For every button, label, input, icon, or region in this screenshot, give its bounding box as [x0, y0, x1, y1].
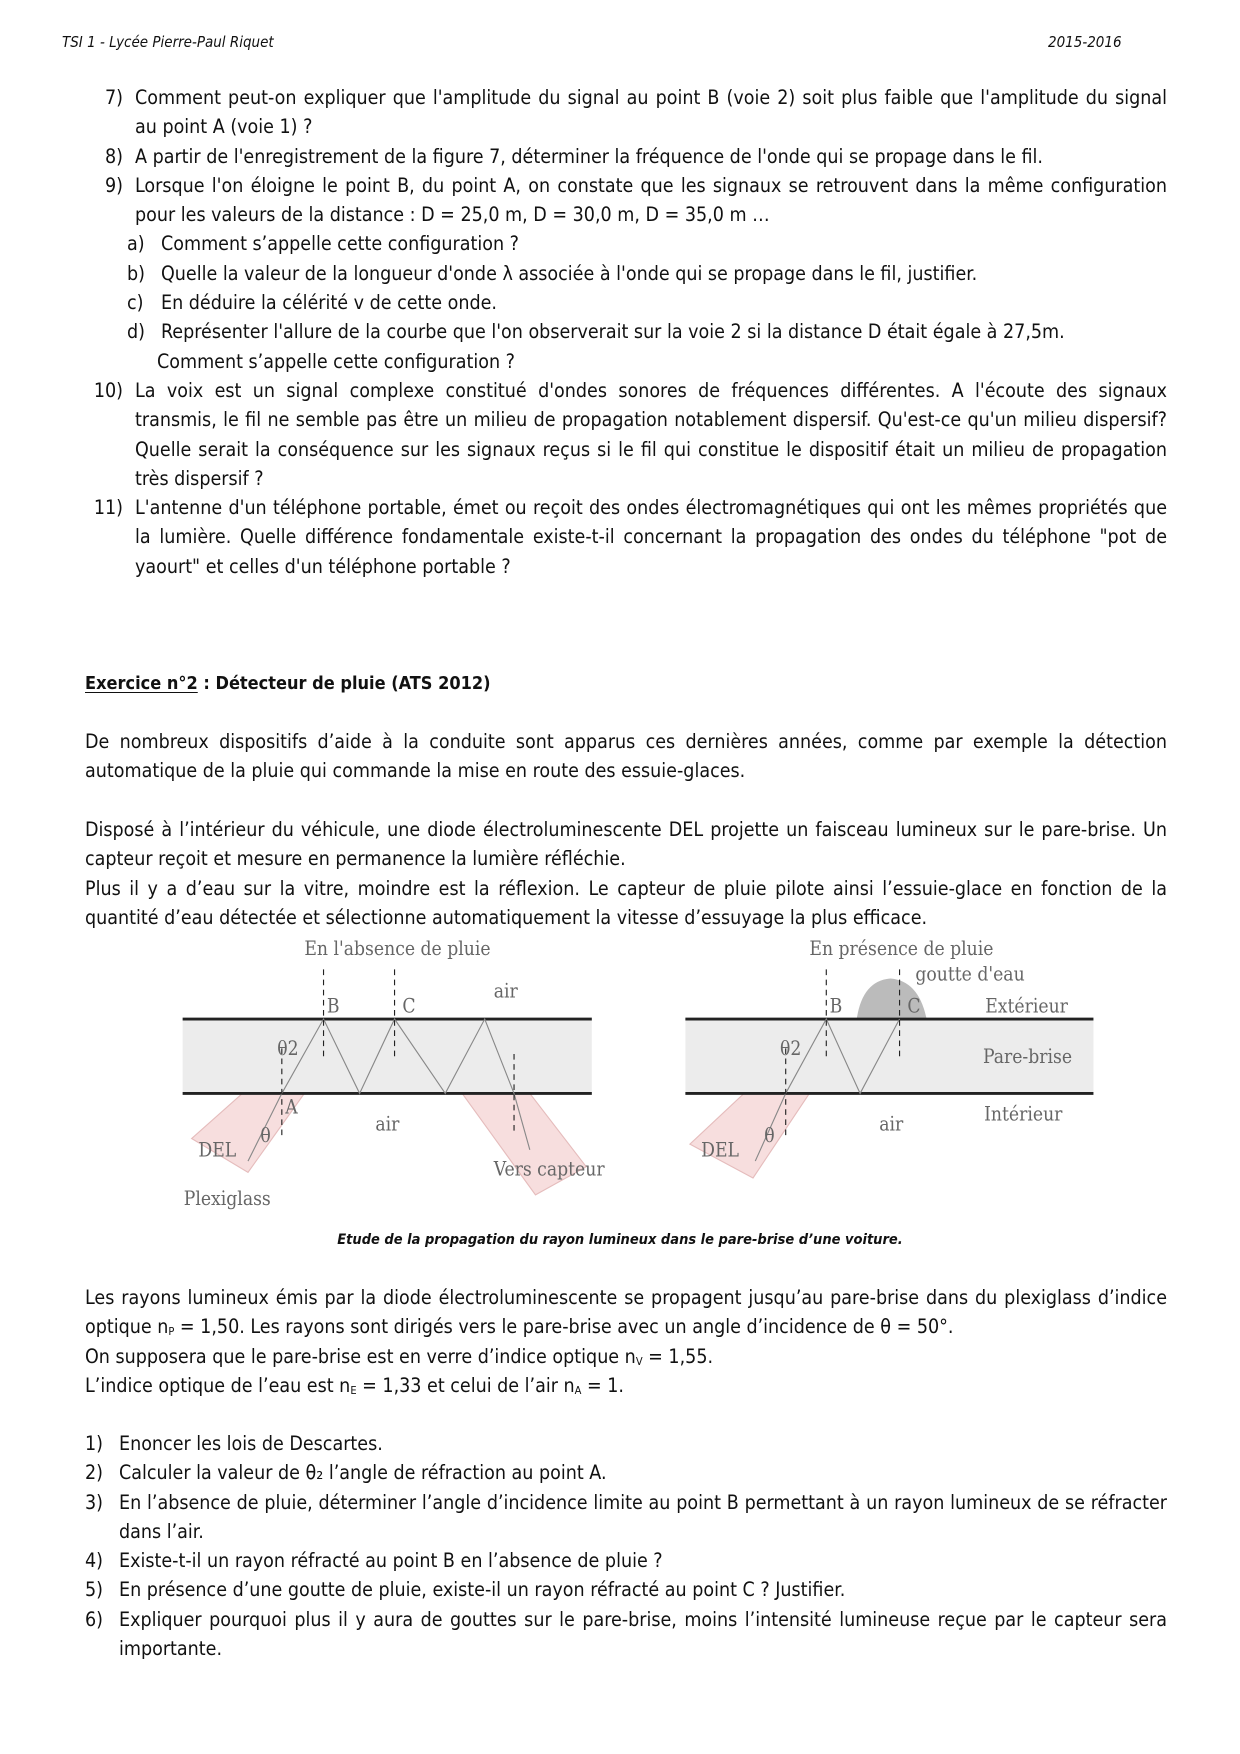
text: = 1,55. — [642, 1344, 714, 1368]
label-C: C — [907, 994, 921, 1018]
subquestion-text: Quelle la valeur de la longueur d'onde λ associée à l'onde qui se propage dans le fil, justifier. — [161, 261, 978, 285]
exercise-intro: De nombreux dispositifs d’aide à la conduite sont apparus ces dernières années, comme par exemple la détection automatique de la pluie qui commande la mise en route des essuie-glaces. — [85, 730, 1167, 783]
windshield-band — [183, 1019, 592, 1093]
question-number: 9) — [104, 173, 123, 197]
header-left: TSI 1 - Lycée Pierre-Paul Riquet — [62, 33, 274, 51]
subscript: E — [350, 1383, 357, 1397]
subquestion-label: b) — [127, 261, 145, 285]
question-number: 5) — [85, 1578, 104, 1602]
question-text: En présence d’une goutte de pluie, existe-il un rayon réfracté au point C ? Justifier. — [119, 1578, 846, 1602]
exercise-number: Exercice n°2 — [85, 673, 198, 694]
label-air-bottom: air — [375, 1112, 400, 1136]
subquestion-label: c) — [127, 291, 144, 315]
exercise-subject: : Détecteur de pluie (ATS 2012) — [197, 673, 491, 694]
question-text: Comment peut-on expliquer que l'amplitude du signal au point B (voie 2) soit plus faible que l'amplitude du signal au point A (voie 1) ? — [135, 86, 1167, 139]
label-B: B — [326, 994, 340, 1018]
question-number: 6) — [85, 1607, 104, 1631]
label-parebrise: Pare-brise — [982, 1044, 1073, 1068]
title-rain: En présence de pluie — [809, 936, 994, 960]
question-number: 10) — [93, 378, 123, 402]
question-number: 7) — [104, 86, 123, 109]
question-1 — [85, 1429, 1167, 1458]
label-B: B — [829, 994, 843, 1018]
subscript: V — [635, 1354, 643, 1368]
label-theta2: θ2 — [780, 1037, 802, 1061]
text: L’indice optique de l’eau est n — [85, 1373, 351, 1397]
data-paragraph — [85, 1283, 1167, 1400]
label-A: A — [285, 1095, 298, 1119]
text: = 1,50. Les rayons sont dirigés vers le pare-brise avec un angle d’incidence de θ = 50°. — [174, 1315, 954, 1339]
question-text: Calculer la valeur de θ₂ l’angle de réfraction au point A. — [119, 1461, 607, 1485]
label-air: air — [879, 1112, 904, 1136]
question-number: 3) — [85, 1490, 104, 1514]
question-number: 8) — [104, 144, 123, 168]
subquestion-text: Comment s’appelle cette configuration ? — [161, 232, 519, 256]
diagram-rain — [685, 937, 1093, 1178]
subscript: A — [574, 1383, 582, 1397]
question-number: 2) — [85, 1461, 104, 1485]
label-C: C — [402, 994, 416, 1018]
question-text: Expliquer pourquoi plus il y aura de gouttes sur le pare-brise, moins l’intensité lumineuse reçue par le capteur sera importante. — [119, 1607, 1167, 1661]
title-no-rain: En l'absence de pluie — [304, 936, 491, 960]
text: = 1,33 et celui de l’air n — [356, 1373, 575, 1397]
question-number: 11) — [93, 496, 123, 520]
label-goutte: goutte d'eau — [915, 962, 1025, 986]
subquestion-label: a) — [127, 232, 145, 256]
subquestion-label: d) — [127, 320, 145, 344]
label-interieur: Intérieur — [984, 1102, 1063, 1126]
question-text: La voix est un signal complexe constitué d'ondes sonores de fréquences différentes. A l'écoute des signaux transmis, le fil ne semble pas être un milieu de propagation notablement dispersif. Qu'est-ce qu'un milieu dispersif? Quelle serait la conséquence sur les signaux reçus si le fil qui constitue le dispositif était un milieu de propagation très dispersif ? — [135, 378, 1167, 490]
question-number: 1) — [85, 1432, 104, 1455]
question-2 — [85, 1458, 1167, 1487]
plexiglass-block — [690, 1093, 809, 1178]
subscript: P — [168, 1325, 175, 1339]
description-para-2: Plus il y a d’eau sur la vitre, moindre est la réflexion. Le capteur de pluie pilote ainsi l’essuie-glace en fonction de la quantité d’eau détectée et sélectionne automatiquement la vitesse d’essuyage la plus efficace. — [85, 876, 1167, 929]
subquestion-d-continuation: Comment s’appelle cette configuration ? — [157, 349, 515, 373]
question-4 — [85, 1546, 1167, 1575]
description-para-1: Disposé à l’intérieur du véhicule, une diode électroluminescente DEL projette un faisceau lumineux sur le pare-brise. Un capteur reçoit et mesure en permanence la lumière réfléchie. — [85, 818, 1167, 871]
exercise-questions — [85, 1429, 1167, 1663]
subquestion-text: En déduire la célérité v de cette onde. — [161, 291, 498, 315]
figure-caption: Etude de la propagation du rayon lumineux dans le pare-brise d’une voiture. — [337, 1232, 903, 1248]
label-vers-capteur: Vers capteur — [493, 1157, 605, 1181]
question-text: Enoncer les lois de Descartes. — [119, 1432, 383, 1455]
question-3 — [85, 1488, 1167, 1547]
question-5 — [85, 1575, 1167, 1604]
text: Les rayons lumineux émis par la diode électroluminescente se propagent jusqu’au pare-brise dans du plexiglass d’indice optique n — [85, 1286, 1167, 1339]
question-text: L'antenne d'un téléphone portable, émet ou reçoit des ondes électromagnétiques qui ont les mêmes propriétés que la lumière. Quelle différence fondamentale existe-t-il concernant la propagation des ondes du téléphone "pot de yaourt" et celles d'un téléphone portable ? — [135, 496, 1167, 578]
question-text: Existe-t-il un rayon réfracté au point B en l’absence de pluie ? — [119, 1549, 663, 1573]
label-air-top: air — [493, 979, 518, 1003]
label-del: DEL — [701, 1138, 740, 1162]
question-text: Lorsque l'on éloigne le point B, du point A, on constate que les signaux se retrouvent dans la même configuration pour les valeurs de la distance : D = 25,0 m, D = 30,0 m, D = 35,0 m … — [135, 173, 1167, 227]
text: On supposera que le pare-brise est en verre d’indice optique n — [85, 1344, 636, 1368]
question-6 — [85, 1605, 1167, 1664]
label-del: DEL — [198, 1138, 237, 1162]
text: = 1. — [581, 1373, 624, 1397]
header-right: 2015-2016 — [1048, 33, 1122, 51]
subquestion-text: Représenter l'allure de la courbe que l'on observerait sur la voie 2 si la distance D était égale à 27,5m. — [161, 320, 1065, 344]
diagram-no-rain — [183, 937, 606, 1210]
question-number: 4) — [85, 1549, 104, 1573]
label-plexiglass: Plexiglass — [183, 1187, 271, 1211]
label-exterieur: Extérieur — [985, 994, 1068, 1018]
question-text: A partir de l'enregistrement de la figure 7, déterminer la fréquence de l'onde qui se propage dans le fil. — [135, 144, 1043, 168]
label-theta: θ — [764, 1123, 775, 1147]
question-text: En l’absence de pluie, déterminer l’angle d’incidence limite au point B permettant à un rayon lumineux de se réfracter dans l’air. — [119, 1490, 1167, 1543]
label-theta2: θ2 — [277, 1037, 299, 1061]
label-theta: θ — [260, 1123, 271, 1147]
